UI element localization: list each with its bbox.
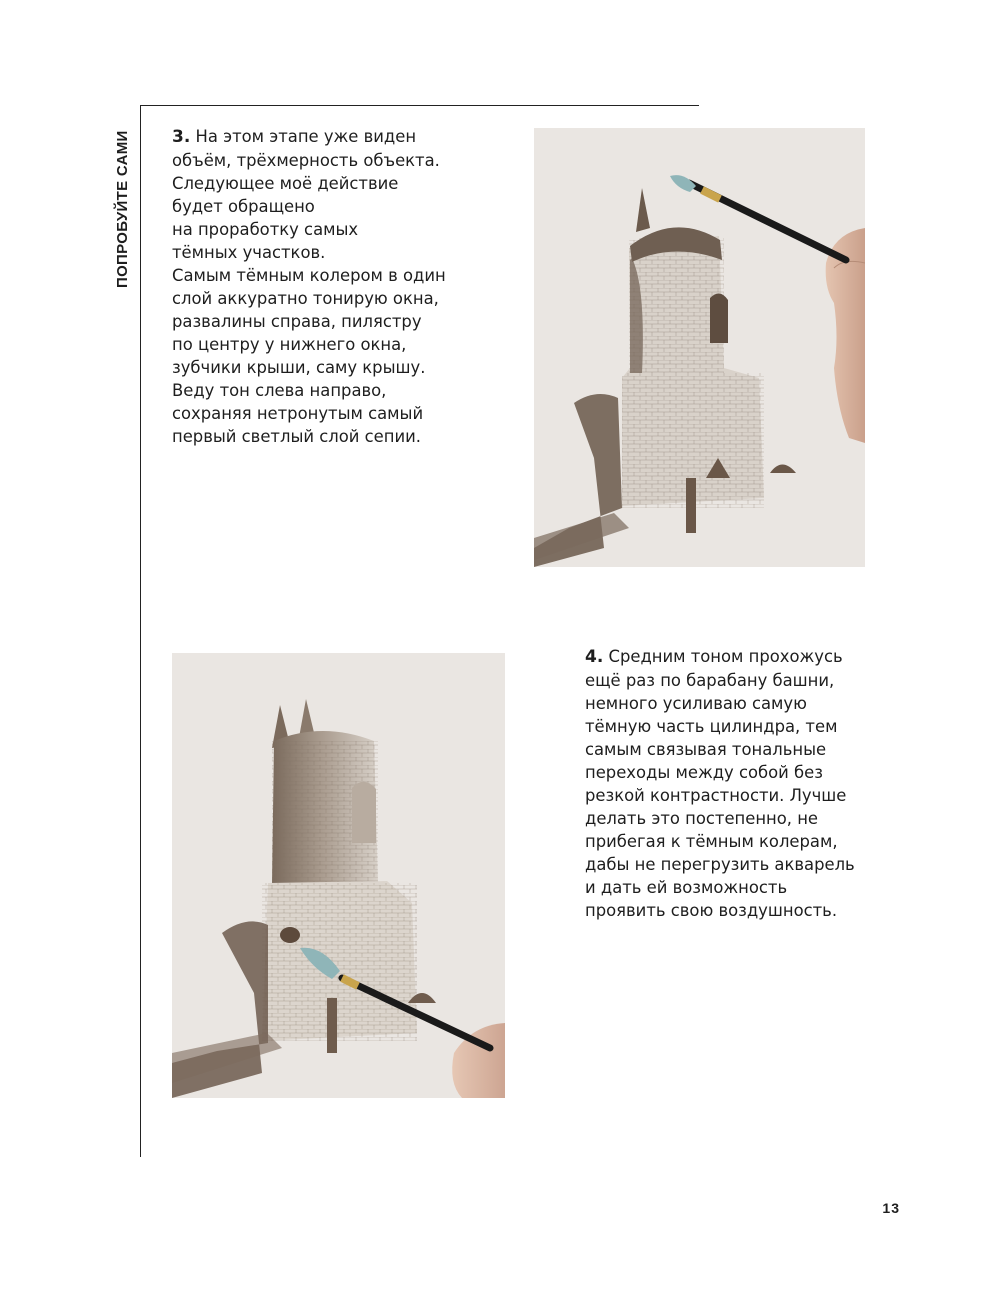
- step-4-line: делать это постепенно, не: [585, 809, 819, 828]
- step-3-photo: [534, 128, 865, 567]
- step-3-line: сохраняя нетронутым самый: [172, 404, 424, 423]
- step-3-line: тёмных участков.: [172, 243, 326, 262]
- step-4-line: немного усиливаю самую: [585, 694, 807, 713]
- step-4-line: тёмную часть цилиндра, тем: [585, 717, 838, 736]
- step-3-line: развалины справа, пилястру: [172, 312, 422, 331]
- step-3-line: зубчики крыши, саму крышу.: [172, 358, 426, 377]
- step-4-number: 4.: [585, 647, 604, 667]
- step-3-line: будет обращено: [172, 197, 315, 216]
- step-3-line: объём, трёхмерность объекта.: [172, 151, 440, 170]
- step-4-line: резкой контрастности. Лучше: [585, 786, 847, 805]
- step-3-line: первый светлый слой сепии.: [172, 427, 421, 446]
- step-3-line: по центру у нижнего окна,: [172, 335, 407, 354]
- step-4-line: прибегая к тёмным колерам,: [585, 832, 838, 851]
- step-4-line: ещё раз по барабану башни,: [585, 671, 835, 690]
- watercolor-tower-painting-with-brush-step-4: [172, 653, 505, 1098]
- step-4-line: переходы между собой без: [585, 763, 823, 782]
- step-4-line: дабы не перегрузить акварель: [585, 855, 855, 874]
- step-3-text: [172, 125, 446, 448]
- step-3-line: на проработку самых: [172, 220, 359, 239]
- step-4-text: [585, 645, 855, 922]
- step-4-photo: [172, 653, 505, 1098]
- step-4-line: и дать ей возможность: [585, 878, 788, 897]
- step-4-line: самым связывая тональные: [585, 740, 827, 759]
- step-3-line: Веду тон слева направо,: [172, 381, 387, 400]
- step-3-number: 3.: [172, 127, 191, 147]
- step-3-line: Самым тёмным колером в один: [172, 266, 446, 285]
- watercolor-tower-painting-with-brush: [534, 128, 865, 567]
- step-3-line: 3. На этом этапе уже виден: [172, 127, 417, 147]
- step-3-line: слой аккуратно тонирую окна,: [172, 289, 439, 308]
- section-label: ПОПРОБУЙТЕ САМИ: [114, 130, 131, 288]
- horizontal-rule: [140, 105, 699, 106]
- step-4-line: проявить свою воздушность.: [585, 901, 838, 920]
- vertical-rule: [140, 105, 141, 1157]
- step-4-line: 4. Средним тоном прохожусь: [585, 647, 843, 667]
- step-3-line: Следующее моё действие: [172, 174, 399, 193]
- page-number: 13: [882, 1200, 900, 1216]
